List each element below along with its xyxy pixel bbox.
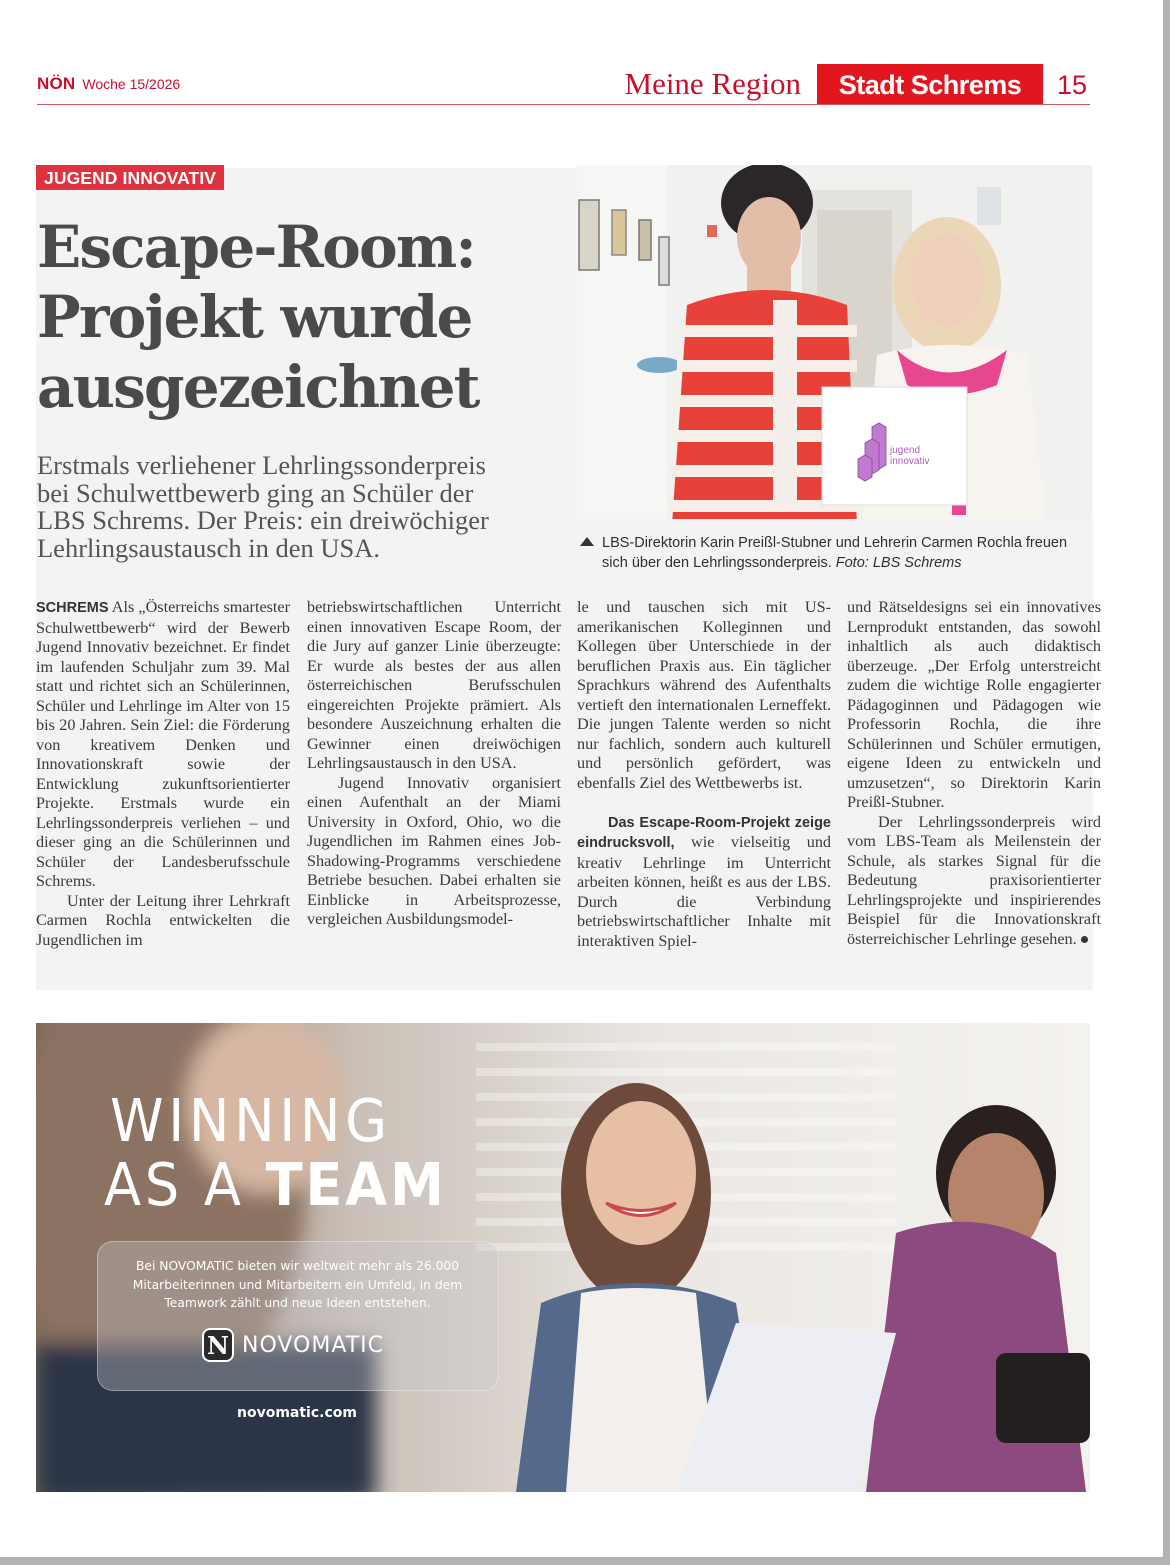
issue-week: Woche 15/2026: [82, 76, 181, 92]
body-paragraph: le und tauschen sich mit US-amerikanischen Kolleginnen und Kollegen über Unterschiede in der beruflichen Praxis aus. Ein täglicher Sprachkurs während des Aufenthalts vertieft den internationalen Lerneffekt. Die jungen Talente werden so nicht nur fachlich, sondern auch kulturell und persönlich gefördert, was ebenfalls Ziel des Wettbewerbs ist.: [577, 598, 831, 792]
end-mark-icon: [1081, 936, 1088, 943]
photo-credit: Foto: LBS Schrems: [835, 555, 962, 571]
article-column-2: [307, 598, 561, 930]
ad-headline-part: AS A: [104, 1150, 245, 1219]
ad-url-link[interactable]: novomatic.com: [237, 1405, 357, 1421]
photo-illustration: [577, 165, 1092, 519]
caption-arrow-icon: [580, 537, 594, 546]
body-paragraph: Als „Österreichs smartester Schulwettbewerb“ wird der Bewerb Jugend Innovativ bezeichnet. Er findet im laufenden Schuljahr zum 39. Mal statt und richtet sich an Schülerinnen, Schüler und Lehrlinge im Alter von 15 bis 20 Jahren. Sein Ziel: die Förderung von kreativem Denken und Innovationskraft sowie der Entwicklung zukunftsorientierter Projekte. Erstmals wurde ein Lehrlingssonderpreis verliehen – und dieser ging an die Schülerinnen und Schüler der Landesberufsschule Schrems.: [36, 598, 290, 890]
dateline: SCHREMS: [36, 600, 109, 616]
ad-headline: [104, 1150, 447, 1220]
photo-caption: [580, 533, 1085, 573]
body-paragraph: und Rätseldesigns sei ein innovatives Lernprodukt entstanden, das sowohl inhaltlich als auch didaktisch überzeuge. „Der Erfolg unterstreicht zudem die wichtige Rolle engagierter Pädagoginnen und Pädagogen wie Professorin Rochla, die ihre Schülerinnen und Schüler ermutigen, eigene Ideen zu entwickeln und umzusetzen“, so Direktorin Karin Preißl-Stubner.: [847, 598, 1101, 811]
ad-headline: WINNING: [110, 1086, 392, 1155]
ad-headline-emphasis: TEAM: [265, 1150, 447, 1219]
caption-text: LBS-Direktorin Karin Preißl-Stubner und Lehrerin Carmen Rochla freuen: [602, 535, 1068, 551]
headline-line: Projekt wurde: [37, 283, 472, 351]
newspaper-brand: NÖN: [37, 74, 76, 93]
body-paragraph: Unter der Leitung ihrer Lehrkraft Carmen Rochla entwickelten die Jugendlichen im: [36, 891, 290, 949]
lead-line: Erstmals verliehener Lehrlingssonderpreis: [37, 450, 486, 480]
caption-text: sich über den Lehrlingssonderpreis.: [602, 555, 832, 571]
article-headline: [37, 212, 567, 422]
sign-text: jugend: [890, 445, 921, 456]
article-lead: [37, 452, 567, 562]
novomatic-logo: [202, 1328, 384, 1362]
lead-line: LBS Schrems. Der Preis: ein dreiwöchiger: [37, 505, 489, 535]
ad-body-text: Bei NOVOMATIC bieten wir weltweit mehr als 26.000 Mitarbeiterinnen und Mitarbeitern ein Umfeld, in dem Teamwork zählt und neue Ideen entstehen.: [132, 1259, 463, 1310]
body-paragraph: wie vielseitig und kreativ Lehrlinge im Unterricht arbeiten können, heißt es aus der LBS. Durch die Verbindung betriebswirtschaftlicher Inhalte mit interaktiven Spiel-: [577, 833, 832, 950]
article-column-4: [847, 598, 1101, 949]
bold-lead-in: Das Escape-Room-Projekt zeige eindrucksvoll,: [577, 814, 831, 851]
header-divider: [37, 104, 1090, 105]
headline-line: Escape-Room:: [37, 213, 476, 281]
body-paragraph: Jugend Innovativ organisiert einen Aufenthalt an der Miami University in Oxford, Ohio, wo die Jugendlichen im Rahmen eines Job-Shadowing-Programms verschiedene Betriebe besuchen. Dabei erhalten sie Einblicke in Arbeitsprozesse, vergleichen Ausbildungsmodel-: [307, 773, 561, 928]
page-number: 15: [1057, 70, 1088, 100]
novomatic-logo-icon: N: [202, 1328, 234, 1362]
headline-line: ausgezeichnet: [37, 353, 479, 421]
section-label: Stadt Schrems: [817, 64, 1043, 104]
article-kicker: JUGEND INNOVATIV: [36, 165, 224, 190]
body-paragraph: betriebswirtschaftlichen Unterricht einen innovativen Escape Room, der die Jury auf ganzer Linie überzeugte: Er wurde als bestes der aus allen österreichischen Berufsschulen eingereichten Projekte prämiert. Als besondere Auszeichnung erhalten die Gewinner einen dreiwöchigen Lehrlingsaustausch in den USA.: [307, 598, 561, 772]
article-photo: [577, 165, 1092, 519]
novomatic-logo-text: NOVOMATIC: [242, 1332, 384, 1358]
masthead: [37, 74, 180, 96]
article-column-1: [36, 598, 290, 950]
body-paragraph: Der Lehrlingssonderpreis wird vom LBS-Team als Meilenstein der Schule, als starkes Signal für die Bedeutung praxisorientierter Lehrlingsprojekte und inspirierendes Beispiel für die Innovationskraft österreichischer Lehrlinge gesehen.: [847, 812, 1101, 948]
region-label: Meine Region: [624, 66, 801, 101]
lead-line: bei Schulwettbewerb ging an Schüler der: [37, 477, 474, 508]
sign-text: innovativ: [890, 456, 930, 467]
lead-line: Lehrlingsaustausch in den USA.: [37, 532, 380, 563]
article-column-3: [577, 598, 831, 951]
